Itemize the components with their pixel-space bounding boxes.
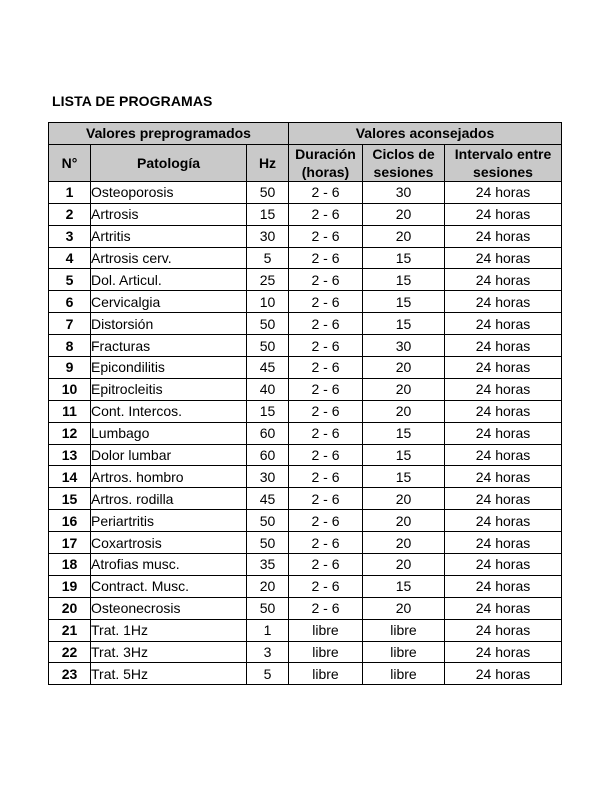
pathology-cell: Artrosis	[91, 203, 247, 225]
cycles-cell: libre	[363, 619, 445, 641]
hz-cell: 50	[247, 335, 289, 357]
interval-cell: 24 horas	[445, 378, 562, 400]
interval-cell: 24 horas	[445, 247, 562, 269]
interval-header-line1: Intervalo entre	[454, 145, 552, 162]
duration-cell: 2 - 6	[289, 532, 363, 554]
table-row	[49, 663, 562, 685]
duration-cell: 2 - 6	[289, 466, 363, 488]
interval-cell: 24 horas	[445, 335, 562, 357]
table-row	[49, 510, 562, 532]
pathology-cell: Lumbago	[91, 422, 247, 444]
table-row	[49, 422, 562, 444]
program-number-cell: 4	[49, 247, 91, 269]
pathology-cell: Periartritis	[91, 510, 247, 532]
program-number-cell: 17	[49, 532, 91, 554]
pathology-cell: Epicondilitis	[91, 357, 247, 379]
program-number-cell: 10	[49, 378, 91, 400]
pathology-cell: Fracturas	[91, 335, 247, 357]
pathology-cell: Trat. 5Hz	[91, 663, 247, 685]
interval-cell: 24 horas	[445, 488, 562, 510]
table-row	[49, 269, 562, 291]
duration-cell: 2 - 6	[289, 597, 363, 619]
table-row	[49, 466, 562, 488]
group-preprogrammed-header: Valores preprogramados	[49, 123, 289, 145]
interval-cell: 24 horas	[445, 291, 562, 313]
program-number-cell: 8	[49, 335, 91, 357]
pathology-cell: Artritis	[91, 225, 247, 247]
table-row	[49, 619, 562, 641]
program-number-cell: 14	[49, 466, 91, 488]
program-number-cell: 19	[49, 575, 91, 597]
hz-cell: 50	[247, 313, 289, 335]
cycles-header-line1: Ciclos de	[372, 145, 435, 162]
duration-cell: 2 - 6	[289, 510, 363, 532]
duration-cell: 2 - 6	[289, 181, 363, 203]
hz-cell: 15	[247, 203, 289, 225]
pathology-cell: Coxartrosis	[91, 532, 247, 554]
duration-column-header	[289, 144, 363, 181]
hz-cell: 45	[247, 357, 289, 379]
interval-cell: 24 horas	[445, 181, 562, 203]
pathology-cell: Artros. hombro	[91, 466, 247, 488]
pathology-cell: Cervicalgia	[91, 291, 247, 313]
cycles-cell: 15	[363, 247, 445, 269]
table-row	[49, 400, 562, 422]
hz-cell: 40	[247, 378, 289, 400]
hz-cell: 3	[247, 641, 289, 663]
interval-cell: 24 horas	[445, 641, 562, 663]
duration-cell: 2 - 6	[289, 400, 363, 422]
hz-cell: 50	[247, 597, 289, 619]
table-row	[49, 335, 562, 357]
program-number-cell: 23	[49, 663, 91, 685]
group-header-row	[49, 123, 562, 145]
program-number-cell: 7	[49, 313, 91, 335]
table-row	[49, 532, 562, 554]
pathology-cell: Contract. Musc.	[91, 575, 247, 597]
pathology-cell: Artros. rodilla	[91, 488, 247, 510]
duration-cell: libre	[289, 641, 363, 663]
hz-cell: 35	[247, 554, 289, 576]
cycles-cell: 20	[363, 357, 445, 379]
interval-cell: 24 horas	[445, 269, 562, 291]
program-number-cell: 22	[49, 641, 91, 663]
table-row	[49, 291, 562, 313]
table-row	[49, 641, 562, 663]
program-number-cell: 5	[49, 269, 91, 291]
hz-cell: 30	[247, 225, 289, 247]
table-row	[49, 313, 562, 335]
pathology-cell: Osteonecrosis	[91, 597, 247, 619]
interval-cell: 24 horas	[445, 597, 562, 619]
hz-cell: 5	[247, 663, 289, 685]
cycles-cell: 20	[363, 203, 445, 225]
interval-cell: 24 horas	[445, 663, 562, 685]
program-rows	[49, 181, 562, 684]
programs-table	[48, 122, 562, 685]
duration-cell: 2 - 6	[289, 554, 363, 576]
hz-cell: 45	[247, 488, 289, 510]
cycles-cell: 15	[363, 313, 445, 335]
cycles-cell: 20	[363, 510, 445, 532]
table-row	[49, 203, 562, 225]
interval-cell: 24 horas	[445, 554, 562, 576]
cycles-cell: 30	[363, 335, 445, 357]
interval-column-header	[445, 144, 562, 181]
table-row	[49, 444, 562, 466]
cycles-cell: 20	[363, 554, 445, 576]
cycles-cell: libre	[363, 663, 445, 685]
hz-cell: 50	[247, 510, 289, 532]
pathology-cell: Cont. Intercos.	[91, 400, 247, 422]
interval-cell: 24 horas	[445, 466, 562, 488]
pathology-cell: Trat. 1Hz	[91, 619, 247, 641]
interval-cell: 24 horas	[445, 313, 562, 335]
hz-cell: 60	[247, 444, 289, 466]
interval-cell: 24 horas	[445, 444, 562, 466]
table-row	[49, 597, 562, 619]
interval-header-line2: sesiones	[473, 163, 533, 180]
column-header-row	[49, 144, 562, 181]
program-number-cell: 18	[49, 554, 91, 576]
document-title: LISTA DE PROGRAMAS	[52, 93, 213, 109]
duration-cell: 2 - 6	[289, 357, 363, 379]
cycles-column-header	[363, 144, 445, 181]
cycles-cell: 15	[363, 466, 445, 488]
program-number-cell: 9	[49, 357, 91, 379]
pathology-cell: Dol. Articul.	[91, 269, 247, 291]
cycles-cell: 20	[363, 400, 445, 422]
hz-cell: 1	[247, 619, 289, 641]
hz-cell: 15	[247, 400, 289, 422]
pathology-cell: Trat. 3Hz	[91, 641, 247, 663]
cycles-cell: 30	[363, 181, 445, 203]
interval-cell: 24 horas	[445, 422, 562, 444]
duration-cell: 2 - 6	[289, 335, 363, 357]
program-number-cell: 3	[49, 225, 91, 247]
cycles-header-line2: sesiones	[373, 163, 434, 180]
duration-cell: 2 - 6	[289, 575, 363, 597]
program-number-cell: 20	[49, 597, 91, 619]
table-row	[49, 488, 562, 510]
interval-cell: 24 horas	[445, 575, 562, 597]
pathology-cell: Atrofias musc.	[91, 554, 247, 576]
duration-cell: 2 - 6	[289, 422, 363, 444]
hz-cell: 10	[247, 291, 289, 313]
interval-cell: 24 horas	[445, 400, 562, 422]
table-row	[49, 554, 562, 576]
table-row	[49, 378, 562, 400]
duration-cell: 2 - 6	[289, 444, 363, 466]
cycles-cell: 15	[363, 269, 445, 291]
interval-cell: 24 horas	[445, 532, 562, 554]
cycles-cell: 20	[363, 488, 445, 510]
table-row	[49, 181, 562, 203]
duration-header-line2: (horas)	[301, 163, 350, 180]
hz-cell: 50	[247, 181, 289, 203]
program-number-cell: 21	[49, 619, 91, 641]
cycles-cell: 20	[363, 597, 445, 619]
cycles-cell: 20	[363, 378, 445, 400]
table-row	[49, 225, 562, 247]
pathology-cell: Dolor lumbar	[91, 444, 247, 466]
pathology-cell: Artrosis cerv.	[91, 247, 247, 269]
hz-column-header: Hz	[247, 144, 289, 181]
hz-cell: 30	[247, 466, 289, 488]
program-number-cell: 6	[49, 291, 91, 313]
program-number-cell: 2	[49, 203, 91, 225]
program-number-cell: 13	[49, 444, 91, 466]
pathology-cell: Epitrocleitis	[91, 378, 247, 400]
hz-cell: 25	[247, 269, 289, 291]
number-column-header: N°	[49, 144, 91, 181]
hz-cell: 60	[247, 422, 289, 444]
duration-cell: 2 - 6	[289, 247, 363, 269]
duration-cell: libre	[289, 619, 363, 641]
table-row	[49, 357, 562, 379]
cycles-cell: 15	[363, 444, 445, 466]
cycles-cell: 15	[363, 575, 445, 597]
program-number-cell: 1	[49, 181, 91, 203]
group-recommended-header: Valores aconsejados	[289, 123, 562, 145]
interval-cell: 24 horas	[445, 619, 562, 641]
pathology-column-header: Patología	[91, 144, 247, 181]
cycles-cell: 20	[363, 532, 445, 554]
hz-cell: 50	[247, 532, 289, 554]
program-number-cell: 11	[49, 400, 91, 422]
cycles-cell: libre	[363, 641, 445, 663]
duration-cell: 2 - 6	[289, 225, 363, 247]
cycles-cell: 15	[363, 291, 445, 313]
duration-cell: 2 - 6	[289, 378, 363, 400]
program-number-cell: 12	[49, 422, 91, 444]
program-number-cell: 16	[49, 510, 91, 532]
duration-cell: 2 - 6	[289, 313, 363, 335]
pathology-cell: Distorsión	[91, 313, 247, 335]
program-number-cell: 15	[49, 488, 91, 510]
table-row	[49, 575, 562, 597]
duration-header-line1: Duración	[295, 145, 356, 162]
cycles-cell: 20	[363, 225, 445, 247]
duration-cell: 2 - 6	[289, 488, 363, 510]
table-row	[49, 247, 562, 269]
duration-cell: 2 - 6	[289, 203, 363, 225]
interval-cell: 24 horas	[445, 203, 562, 225]
pathology-cell: Osteoporosis	[91, 181, 247, 203]
hz-cell: 5	[247, 247, 289, 269]
duration-cell: libre	[289, 663, 363, 685]
interval-cell: 24 horas	[445, 510, 562, 532]
cycles-cell: 15	[363, 422, 445, 444]
duration-cell: 2 - 6	[289, 291, 363, 313]
interval-cell: 24 horas	[445, 357, 562, 379]
interval-cell: 24 horas	[445, 225, 562, 247]
hz-cell: 20	[247, 575, 289, 597]
duration-cell: 2 - 6	[289, 269, 363, 291]
